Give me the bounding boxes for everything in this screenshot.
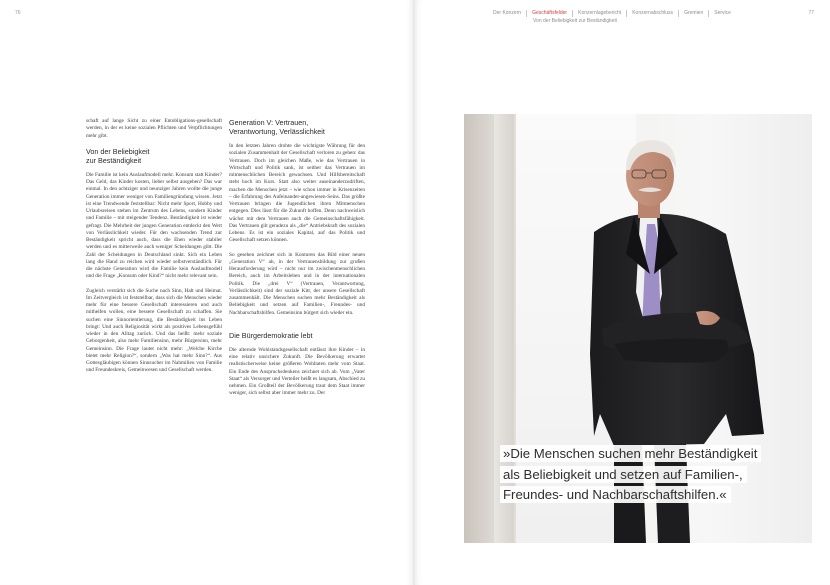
heading-line: Von der Beliebigkeit <box>86 146 150 156</box>
quote-line-text: Freundes- und Nachbarschaftshilfen.« <box>500 486 731 503</box>
heading-line: Generation V: Vertrauen, <box>229 118 309 127</box>
section-heading-beliebigkeit <box>86 147 222 165</box>
body-paragraph: Zugleich verstärkt sich die Suche nach Sinn, Halt und Heimat. Im Zeitvergleich ist feststellbar, dass sich die Menschen wieder mehr für eine bessere Gesellschaft interessieren und auch mithelfen wollen, eine bessere Gesellschaft zu schaffen. Sie suchen eine Sinnorientierung, die Beständigkeit ins Leben bringt: Und auch Religiosität wirkt als positives Lebensgefühl wieder in den Alltag zurück. Und das heißt: mehr soziale Geborgenheit, also mehr Familiensinn, mehr Bürgersinn, mehr Gemeinsinn. Die Frage lautet nicht mehr: „Welche Kirche bietet mehr Religion?“, sondern „Was hat mehr Sinn?“. Aus Gottesgläubigen können Sinnsucher im Nahmilieu von Familie und Freundeskreis, Gemeinwesen und Gesellschaft werden. <box>86 287 222 374</box>
quote-line-text: »Die Menschen suchen mehr Beständigkeit <box>500 445 761 462</box>
pull-quote <box>500 444 800 506</box>
nav-item-geschaeftsfelder[interactable]: Geschäftsfelder <box>527 10 573 17</box>
heading-line: zur Beständigkeit <box>86 155 142 165</box>
body-paragraph: Die alternde Wohlstandsgesellschaft entlässt ihre Kinder – in eine relativ unsichere Zukunft. Die Bevölkerung erwartet realistischerweise keine größeren Wohltaten mehr vom Staat. Ein Ende des Anspruchsdenkens zeichnet sich ab. Vom „Vater Staat“ als Versorger und Verteiler heißt es langsam, Abschied zu nehmen. Ein Großteil der Bevölkerung traut dem Staat immer weniger, sich selbst aber immer mehr zu. Der <box>229 346 365 397</box>
page-number-left: 76 <box>15 10 21 16</box>
body-paragraph: In den letzten Jahren drohte die wichtigste Währung für den sozialen Zusammenhalt der Gesellschaft verloren zu gehen: das Vertrauen. Doch im gleichen Maße, wie das Vertrauen in Wirtschaft und Politik sank, ist seither das Vertrauen im mitmenschlichen Bereich gewachsen. Und Hilfsbereitschaft steht hoch im Kurs. Statt also weiter auseinanderzudriften, machen die Menschen jetzt – wie schon immer in Krisenzeiten – die Erfahrung des Aufeinander-angewiesen-Seins. Das größte Vertrauen bringen die Jugendlichen ihren Mitmenschen entgegen. Dies lässt für die Zukunft hoffen. Denn nachweislich wächst mit dem Vertrauen auch die Gemeinschaftsfähigkeit. Das Vertrauen gilt geradezu als „die“ Antriebskraft des sozialen Lebens. Es ist ein soziales Kapital, auf das Politik und Gesellschaft setzen können. <box>229 143 365 244</box>
text-column-2 <box>229 118 365 405</box>
section-heading-buergerdemokratie: Die Bürgerdemokratie lebt <box>229 330 313 340</box>
nav-item-der-konzern[interactable]: Der Konzern <box>493 10 527 17</box>
nav-item-konzernlagebericht[interactable]: Konzernlagebericht <box>573 10 627 17</box>
section-navigation <box>493 10 736 17</box>
body-paragraph: Die Familie ist kein Auslaufmodell mehr. Konsum statt Kinder? Das Geld, das Kinder kosten, lieber selbst ausgeben? Das war einmal. In den achtziger und neunziger Jahren wollte die junge Generation immer weniger von Familiengründung wissen. Jetzt ist eine Trendwende feststellbar: Nicht mehr Sport, Hobby und Urlaubsreisen stehen im Zentrum des Lebens, sondern Kinder und Familie – mit steigender Tendenz. Beständigkeit ist wieder gefragt. Die Mehrheit der jungen Generation entdeckt den Wert von Verlässlichkeit wieder. Für den wachsenden Trend zur Beständigkeit spricht auch, dass die Ehen wieder stabiler werden und es mitterweile auch weniger Scheidungen gibt. Die Zahl der Scheidungen in Deutschland sinkt. Sich ein Leben lang die Hand zu reichen wird wieder selbstverständlich. Für die nächste Generation wird die Familie kein Auslaufmodell und die Frage „Konsum oder Kind?“ nicht mehr relevant sein. <box>86 171 222 280</box>
quote-line <box>500 465 800 486</box>
nav-item-gremien[interactable]: Gremien <box>679 10 709 17</box>
heading-line: Verantwortung, Verlässlichkeit <box>229 127 325 136</box>
quote-line <box>500 485 800 506</box>
text-column-1 <box>86 118 222 382</box>
intro-paragraph: schaft auf lange Sicht zu einer Entobligations-gesellschaft werden, in der es keine sozialen Pflichten und Verpflichtungen mehr gibt. <box>86 118 222 139</box>
nav-item-service[interactable]: Service <box>714 10 731 16</box>
page-number-right: 77 <box>808 10 814 16</box>
nav-item-konzernabschluss[interactable]: Konzernabschluss <box>627 10 679 17</box>
quote-line <box>500 444 800 465</box>
quote-line-text: als Beliebigkeit und setzen auf Familien-, <box>500 466 747 483</box>
sub-navigation-label[interactable]: Von der Beliebigkeit zur Beständigkeit <box>533 18 617 24</box>
body-paragraph: So gesehen zeichnet sich in Konturen das Bild einer neuen „Generation V“ ab, in der Vertrauensbildung zur großen Herausforderung wird – nicht nur im zwischenmenschlichen Bereich, auch im Arbeitsleben und in der internationalen Politik. Die „drei V“ (Vertrauen, Verantwortung, Verlässlichkeit) sind der soziale Kitt, der unsere Gesellschaft zusammenhält. Die Menschen suchen mehr Beständigkeit als Beliebigkeit und setzen auf Familien-, Freundes- und Nachbarschaftshilfen. Gemeinsinn bürgert sich wieder ein. <box>229 251 365 316</box>
section-heading-generation-v <box>229 118 365 136</box>
